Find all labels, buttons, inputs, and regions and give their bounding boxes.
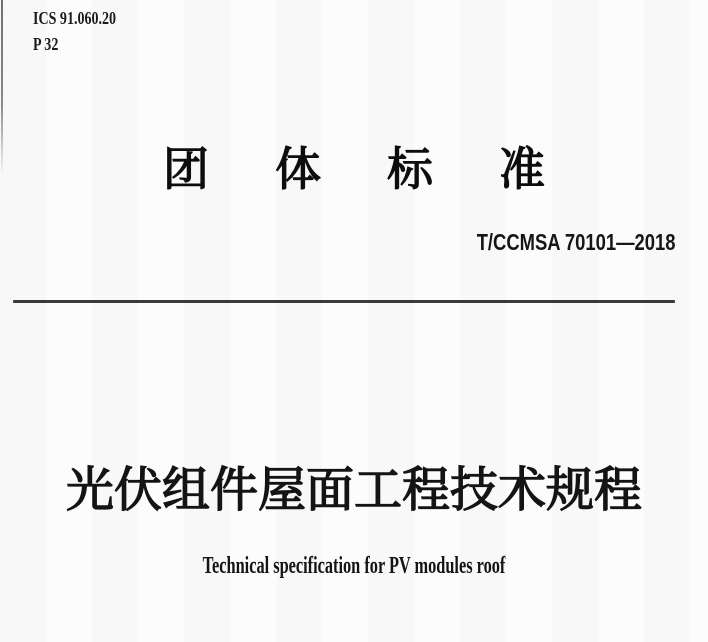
classification-code: P 32 bbox=[33, 34, 59, 54]
document-title-chinese: 光伏组件屋面工程技术规程 bbox=[65, 464, 642, 517]
standard-number: T/CCMSA 70101—2018 bbox=[476, 229, 675, 255]
document-title-english: Technical specification for PV modules roof bbox=[202, 553, 506, 579]
standard-type-heading: 团体标准 bbox=[163, 144, 611, 195]
ics-code: ICS 91.060.20 bbox=[33, 8, 117, 28]
horizontal-rule bbox=[13, 300, 675, 303]
